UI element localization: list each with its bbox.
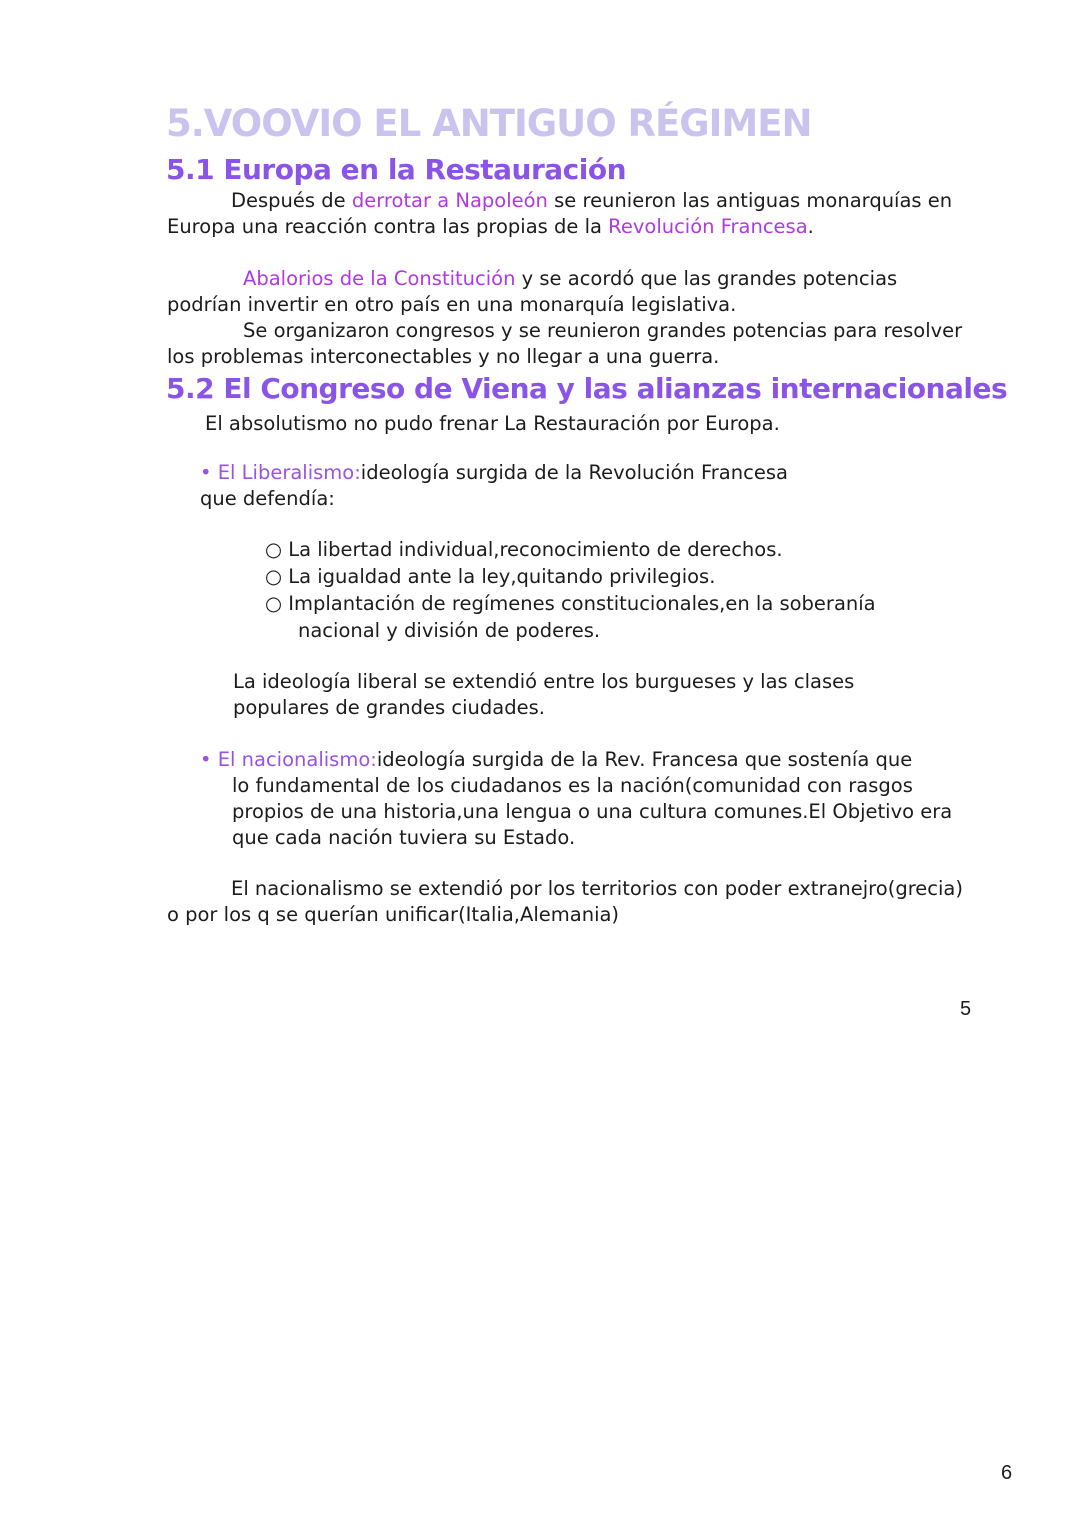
list-item-text: La igualdad ante la ley,quitando privilegios. (288, 565, 716, 588)
text-run: que defendía: (200, 487, 335, 510)
section-heading-restauracion: 5.1 Europa en la Restauración (166, 153, 627, 186)
text-run: lo fundamental de los ciudadanos es la nación(comunidad con rasgos propios de una historia,una lengua o una cultura comunes.El Objetivo era que cada nación tuviera su Estado. (232, 774, 953, 849)
highlight-revolucion: Revolución Francesa (608, 215, 808, 238)
text-run: ideología surgida de la Rev. Francesa que sostenía que (376, 748, 913, 771)
page-title: 5.VOOVIO EL ANTIGUO RÉGIMEN (166, 102, 812, 145)
bullet-icon: • (200, 461, 212, 484)
highlight-napoleon: derrotar a Napoleón (351, 189, 548, 212)
term-nacionalismo: El nacionalismo: (217, 748, 377, 771)
text-run: se reunieron las antiguas monarquías en Europa una reacción contra las propias de la (167, 189, 953, 238)
page-number: 6 (1001, 1462, 1013, 1484)
text-run: y se acordó que las grandes potencias podrían invertir en otro país en una monarquía legislativa. (167, 267, 898, 316)
paragraph-absolutismo: El absolutismo no pudo frenar La Restauración por Europa. (205, 412, 780, 435)
paragraph-nacionalismo-extension (167, 876, 967, 928)
paragraph-napoleon (167, 188, 967, 240)
text-run: Después de (231, 189, 352, 212)
paragraph-constitucion (167, 266, 967, 318)
list-item-text: Implantación de regímenes constitucionales,en la soberanía (288, 592, 876, 615)
list-item (265, 536, 965, 563)
list-item (265, 563, 965, 590)
list-item-text: La libertad individual,reconocimiento de derechos. (288, 538, 783, 561)
text-run: . (807, 215, 814, 238)
circle-bullet-icon: ○ (265, 565, 283, 588)
paragraph-ideologia-liberal: La ideología liberal se extendió entre los burgueses y las clases populares de grandes ciudades. (233, 670, 855, 719)
circle-bullet-icon: ○ (265, 592, 283, 615)
highlight-constitucion: Abalorios de la Constitución (243, 267, 516, 290)
page-number-inner: 5 (960, 998, 972, 1020)
list-item-text: nacional y división de poderes. (298, 619, 601, 642)
bullet-nacionalismo (200, 747, 970, 851)
text-run: Se organizaron congresos y se reunieron grandes potencias para resolver los problemas interconectables y no llegar a una guerra. (167, 319, 963, 368)
bullet-icon: • (200, 748, 212, 771)
term-liberalismo: El Liberalismo: (217, 461, 361, 484)
text-run: El nacionalismo se extendió por los territorios con poder extranejro(grecia) o por los q se querían unificar(Italia,Alemania) (167, 877, 963, 926)
paragraph-congresos (167, 318, 967, 370)
circle-bullet-icon: ○ (265, 538, 283, 561)
text-run: ideología surgida de la Revolución Francesa (360, 461, 788, 484)
bullet-liberalismo (200, 460, 900, 512)
list-item (265, 590, 965, 644)
section-heading-viena: 5.2 El Congreso de Viena y las alianzas internacionales (166, 372, 1008, 405)
